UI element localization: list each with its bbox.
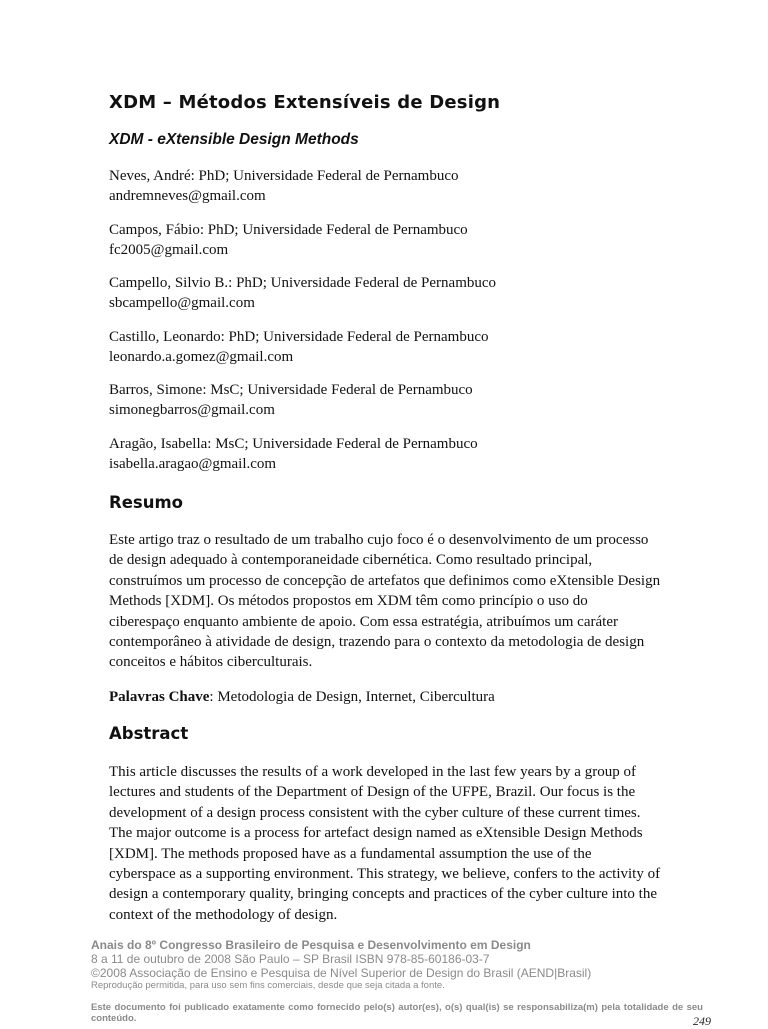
author-affiliation: Barros, Simone: MsC; Universidade Federal de Pernambuco	[109, 382, 473, 399]
author-affiliation: Campos, Fábio: PhD; Universidade Federal de Pernambuco	[109, 221, 468, 238]
author-entry	[109, 166, 709, 220]
footer-conference: Anais do 8º Congresso Brasileiro de Pesquisa e Desenvolvimento em Design	[91, 938, 531, 952]
keywords-label: Palavras Chave	[109, 689, 210, 705]
keywords-text: : Metodologia de Design, Internet, Cibercultura	[209, 689, 495, 705]
author-affiliation: Castillo, Leonardo: PhD; Universidade Federal de Pernambuco	[109, 328, 489, 345]
resumo-body: Este artigo traz o resultado de um trabalho cujo foco é o desenvolvimento de um processo de design adequado à contemporaneidade cibernética. Como resultado principal, construímos um processo de concepção de artefatos que definimos como eXtensible Design Methods [XDM]. Os métodos propostos em XDM têm como princípio o uso do ciberespaço enquanto ambiente de apoio. Com essa estratégia, atribuímos um caráter contemporâneo à atividade de design, trazendo para o contexto da metodologia de design conceitos e hábitos ciberculturais.	[109, 532, 661, 671]
author-affiliation: Campello, Silvio B.: PhD; Universidade Federal de Pernambuco	[109, 275, 497, 292]
keywords-line	[109, 687, 661, 707]
author-affiliation: Neves, André: PhD; Universidade Federal de Pernambuco	[109, 168, 459, 184]
paper-title: XDM – Métodos Extensíveis de Design	[109, 92, 501, 113]
footer-disclaimer: Este documento foi publicado exatamente como fornecido pelo(s) autor(es), o(s) qual(is) se responsabiliza(m) pela totalidade de seu conteúdo.	[91, 1002, 703, 1024]
page-footer	[91, 938, 711, 1024]
footer-copyright: ©2008 Associação de Ensino e Pesquisa de Nível Superior de Design do Brasil (AEND|Brasil)	[91, 965, 592, 980]
footer-reproduction: Reprodução permitida, para uso sem fins comerciais, desde que seja citada a fonte.	[91, 980, 445, 991]
author-email: fc2005@gmail.com	[109, 241, 229, 258]
footer-dates: 8 a 11 de outubro de 2008 São Paulo – SP Brasil ISBN 978-85-60186-03-7	[91, 952, 490, 966]
author-entry	[109, 273, 709, 327]
author-affiliation: Aragão, Isabella: MsC; Universidade Federal de Pernambuco	[109, 435, 478, 452]
author-email: sbcampello@gmail.com	[109, 295, 255, 312]
author-email: simonegbarros@gmail.com	[109, 402, 275, 419]
abstract-heading: Abstract	[109, 724, 189, 743]
author-entry	[109, 434, 709, 488]
author-email: andremneves@gmail.com	[109, 188, 266, 204]
page-number: 249	[693, 1014, 711, 1028]
resumo-heading: Resumo	[109, 493, 183, 512]
paper-subtitle: XDM - eXtensible Design Methods	[109, 131, 359, 148]
author-email: isabella.aragao@gmail.com	[109, 455, 277, 472]
author-entry	[109, 327, 709, 381]
author-list	[109, 166, 709, 488]
author-entry	[109, 220, 709, 274]
author-email: leonardo.a.gomez@gmail.com	[109, 348, 294, 365]
author-entry	[109, 380, 709, 434]
abstract-body: This article discusses the results of a work developed in the last few years by a group of lectures and students of the Department of Design of the UFPE, Brazil. Our focus is the development of a design process consistent with the cyber culture of these current times. The major outcome is a process for artefact design named as eXtensible Design Methods [XDM]. The methods proposed have as a fundamental assumption the use of the cyberspace as a supporting environment. This strategy, we believe, confers to the activity of design a contemporary quality, bringing concepts and practices of the cyber culture into the context of the methodology of design.	[109, 764, 661, 923]
